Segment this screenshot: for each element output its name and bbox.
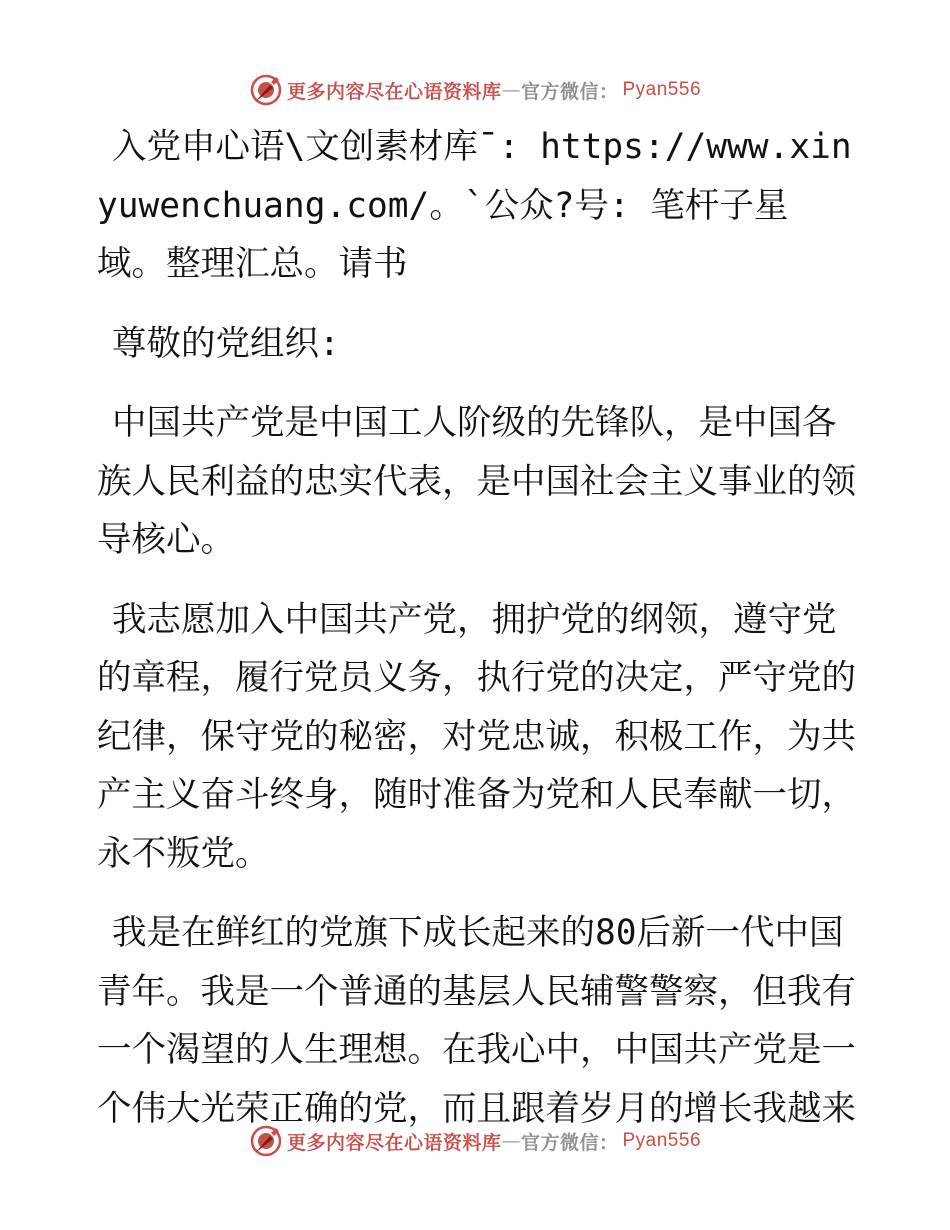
- body-paragraph: [97, 904, 857, 1138]
- paragraph-text: 入党申心语\文创素材库¯: https://www.xinyuwenchuang.com/。`公众?号: 笔杆子星域。整理汇总。请书: [97, 127, 852, 284]
- paragraph-text: 我志愿加入中国共产党，拥护党的纲领，遵守党的章程，履行党员义务，执行党的决定，严守党的纪律，保守党的秘密，对党忠诚，积极工作，为共产主义奋斗终身，随时准备为党和人民奉献一切，永不叛党。: [97, 599, 856, 874]
- banner-official-label: 官方微信：: [520, 80, 619, 103]
- body-paragraph: [97, 394, 857, 570]
- intro-paragraph: [97, 118, 857, 294]
- salutation: [97, 315, 857, 374]
- banner-separator: —: [501, 79, 521, 101]
- pen-seal-logo-icon: [249, 1124, 283, 1158]
- banner-brand-text: 更多内容尽在心语资料库: [286, 80, 502, 103]
- paragraph-text: 尊敬的党组织:: [112, 323, 340, 364]
- body-paragraph: [97, 591, 857, 884]
- header-banner: [0, 70, 950, 110]
- paragraph-text: 我是在鲜红的党旗下成长起来的80后新一代中国青年。我是一个普通的基层人民辅警警察，但我有一个渴望的人生理想。在我心中，中国共产党是一个伟大光荣正确的党，而且跟着岁月的增长我越来: [97, 913, 856, 1129]
- banner-separator: —: [501, 1130, 521, 1152]
- pen-seal-logo-icon: [249, 73, 283, 107]
- paragraph-text: 中国共产党是中国工人阶级的先锋队，是中国各族人民利益的忠实代表，是中国社会主义事业的领导核心。: [97, 403, 856, 560]
- document-body: [97, 118, 857, 1159]
- banner-wechat-id: Pyan556: [622, 1130, 702, 1151]
- banner-brand-text: 更多内容尽在心语资料库: [286, 1131, 502, 1154]
- banner-official-label: 官方微信：: [520, 1131, 619, 1154]
- footer-banner: [0, 1121, 950, 1161]
- banner-wechat-id: Pyan556: [622, 79, 702, 100]
